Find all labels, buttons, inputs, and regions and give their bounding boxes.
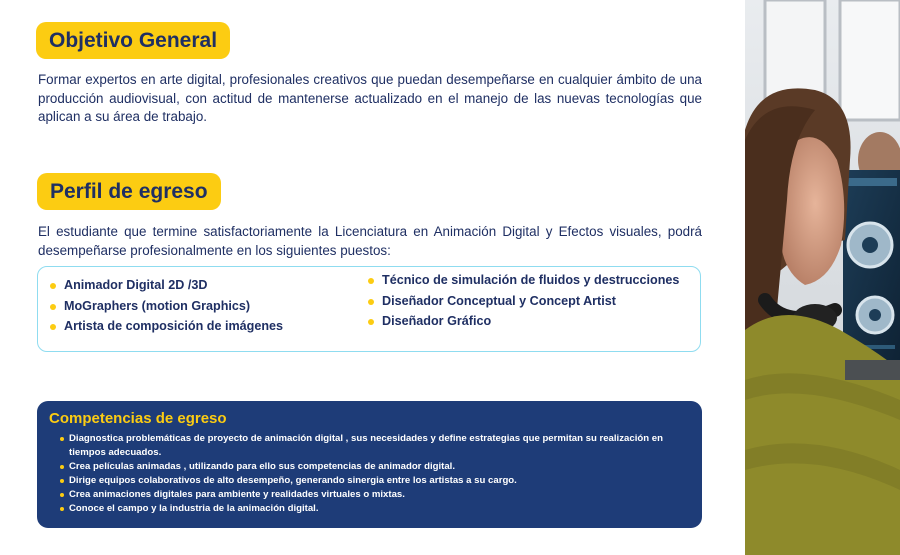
bullet-icon [368, 278, 374, 284]
competencia-item: Crea películas animadas , utilizando para ello sus competencias de animador digital. [69, 460, 680, 474]
bullet-icon [60, 479, 64, 483]
puesto-item: Diseñador Gráfico [368, 311, 679, 332]
student-photo [745, 0, 900, 555]
competencias-list [49, 432, 680, 516]
competencia-item: Dirige equipos colaborativos de alto desempeño, generando sinergia entre los artistas a su cargo. [69, 474, 680, 488]
student-photo-illustration [745, 0, 900, 555]
bullet-icon [50, 283, 56, 289]
puesto-item: Artista de composición de imágenes [50, 316, 283, 337]
objetivo-general-heading: Objetivo General [36, 22, 230, 59]
puesto-item: Animador Digital 2D /3D [50, 275, 283, 296]
competencia-item: Crea animaciones digitales para ambiente y realidades virtuales o mixtas. [69, 488, 680, 502]
bullet-icon [60, 437, 64, 441]
puesto-item: Técnico de simulación de fluidos y destrucciones [368, 270, 679, 291]
puestos-box [37, 266, 701, 352]
bullet-icon [368, 319, 374, 325]
perfil-egreso-heading: Perfil de egreso [37, 173, 221, 210]
puesto-item: MoGraphers (motion Graphics) [50, 296, 283, 317]
competencias-panel [37, 401, 702, 528]
bullet-icon [60, 465, 64, 469]
bullet-icon [368, 299, 374, 305]
competencia-item: Diagnostica problemáticas de proyecto de animación digital , sus necesidades y define estrategias que permitan su realización en tiempos adecuados. [69, 432, 680, 460]
bullet-icon [60, 493, 64, 497]
perfil-egreso-text: El estudiante que termine satisfactoriamente la Licenciatura en Animación Digital y Efectos visuales, podrá desempeñarse profesionalmente en los siguientes puestos: [38, 224, 702, 258]
puestos-list-left [50, 275, 283, 337]
competencia-item: Conoce el campo y la industria de la animación digital. [69, 502, 680, 516]
bullet-icon [50, 304, 56, 310]
puestos-list-right [368, 270, 679, 332]
bullet-icon [60, 507, 64, 511]
puesto-item: Diseñador Conceptual y Concept Artist [368, 291, 679, 312]
objetivo-general-text: Formar expertos en arte digital, profesionales creativos que puedan desempeñarse en cualquier ámbito de una producción audiovisual, con actitud de mantenerse actualizado en el manejo de las nuevas tecnologías que aplican a su área de trabajo. [38, 72, 702, 125]
bullet-icon [50, 324, 56, 330]
competencias-title: Competencias de egreso [49, 410, 227, 427]
